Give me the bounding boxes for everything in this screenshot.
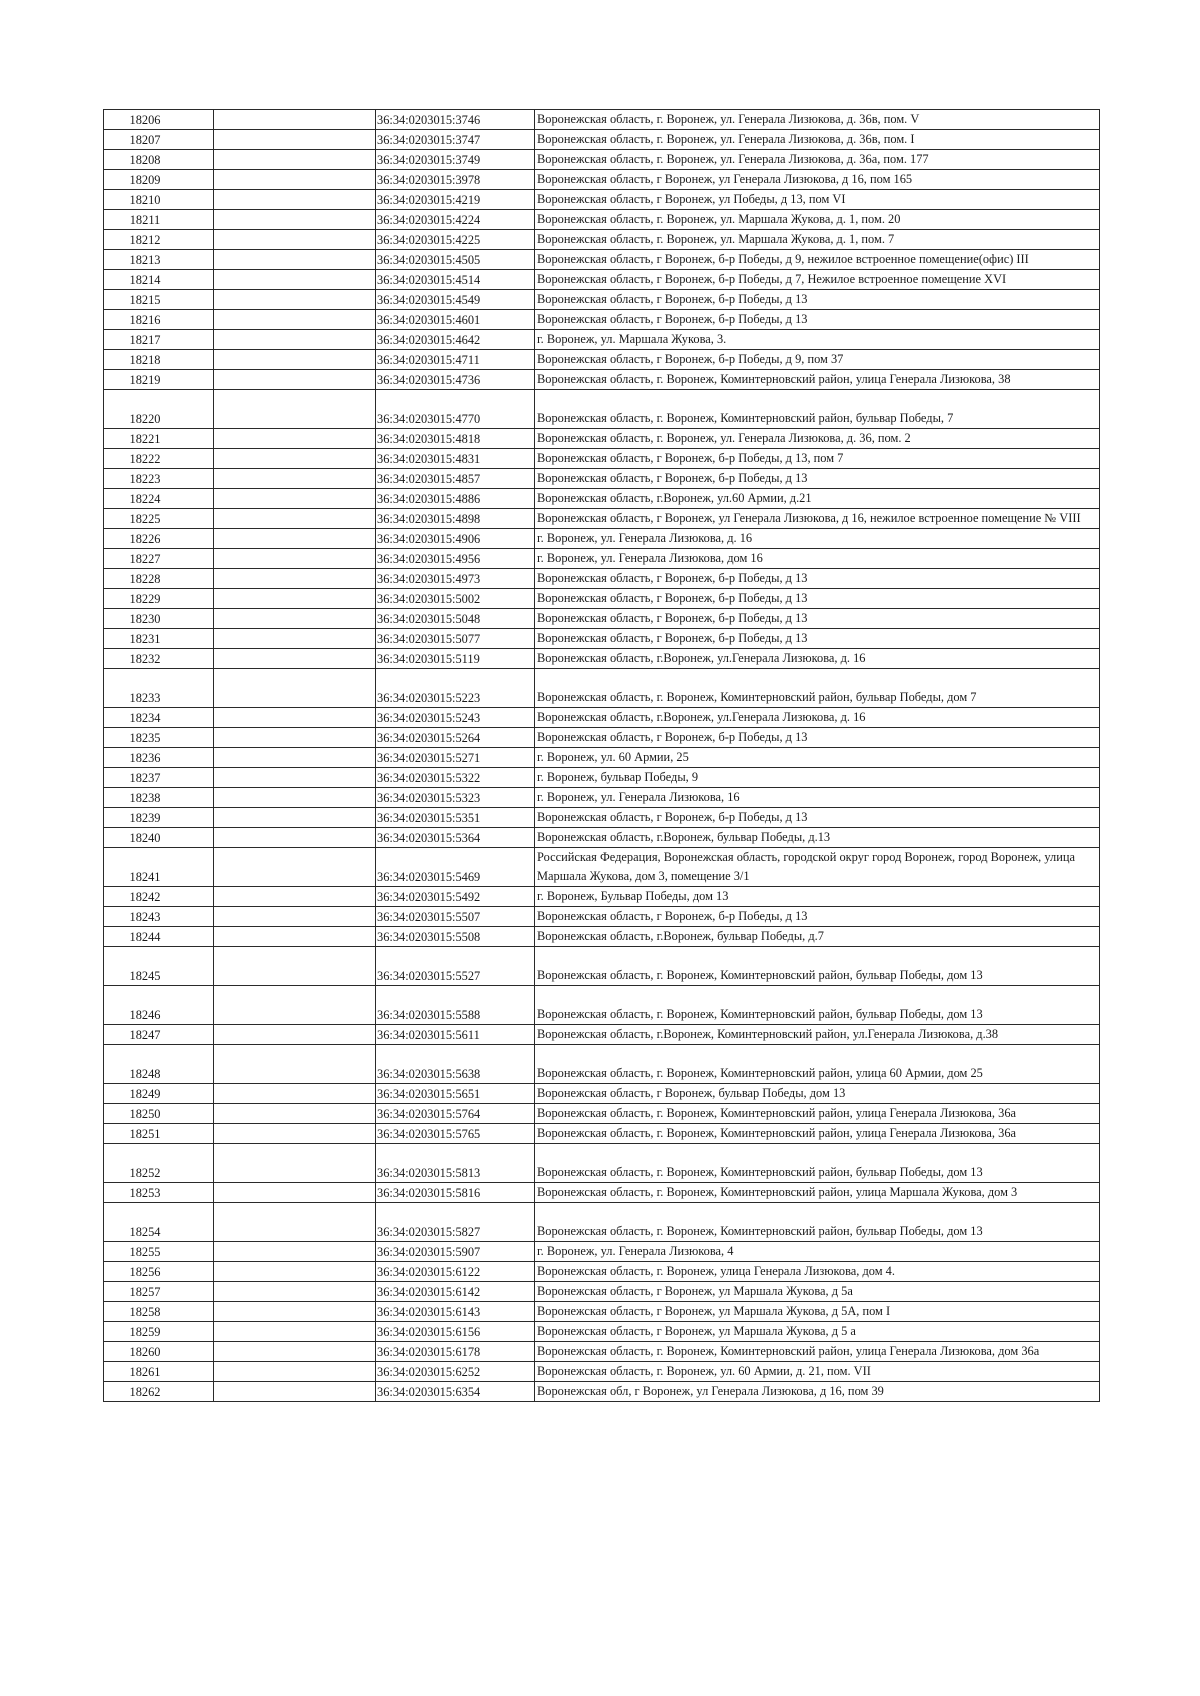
table-row — [104, 210, 1100, 230]
cadastral-number-cell: 36:34:0203015:5507 — [376, 907, 535, 927]
empty-cell — [214, 986, 376, 1025]
cadastral-number-cell: 36:34:0203015:4601 — [376, 310, 535, 330]
row-number-cell: 18215 — [104, 290, 214, 310]
table-row — [104, 887, 1100, 907]
empty-cell — [214, 1203, 376, 1242]
table-row — [104, 549, 1100, 569]
empty-cell — [214, 828, 376, 848]
table-row — [104, 449, 1100, 469]
address-cell: Воронежская область, г. Воронеж, Коминтерновский район, улица Генерала Лизюкова, 36а — [535, 1124, 1100, 1144]
empty-cell — [214, 848, 376, 887]
address-cell: Воронежская область, г. Воронеж, ул. Генерала Лизюкова, д. 36, пом. 2 — [535, 429, 1100, 449]
address-cell: Воронежская область, г. Воронеж, Коминтерновский район, улица Генерала Лизюкова, 38 — [535, 370, 1100, 390]
table-row — [104, 509, 1100, 529]
table-row — [104, 649, 1100, 669]
table-row — [104, 669, 1100, 708]
address-cell: Воронежская область, г.Воронеж, бульвар Победы, д.13 — [535, 828, 1100, 848]
empty-cell — [214, 609, 376, 629]
table-row — [104, 907, 1100, 927]
table-row — [104, 290, 1100, 310]
table-row — [104, 828, 1100, 848]
address-cell: Воронежская область, г.Воронеж, бульвар Победы, д.7 — [535, 927, 1100, 947]
table-row — [104, 1084, 1100, 1104]
cadastral-number-cell: 36:34:0203015:4549 — [376, 290, 535, 310]
empty-cell — [214, 150, 376, 170]
address-cell: Воронежская область, г Воронеж, б-р Победы, д 13 — [535, 907, 1100, 927]
row-number-cell: 18225 — [104, 509, 214, 529]
row-number-cell: 18233 — [104, 669, 214, 708]
empty-cell — [214, 1045, 376, 1084]
address-cell: Воронежская область, г.Воронеж, Коминтерновский район, ул.Генерала Лизюкова, д.38 — [535, 1025, 1100, 1045]
table-row — [104, 748, 1100, 768]
table-row — [104, 1045, 1100, 1084]
table-row — [104, 788, 1100, 808]
row-number-cell: 18232 — [104, 649, 214, 669]
row-number-cell: 18222 — [104, 449, 214, 469]
row-number-cell: 18255 — [104, 1242, 214, 1262]
cadastral-number-cell: 36:34:0203015:4770 — [376, 390, 535, 429]
empty-cell — [214, 649, 376, 669]
cadastral-number-cell: 36:34:0203015:5223 — [376, 669, 535, 708]
row-number-cell: 18234 — [104, 708, 214, 728]
row-number-cell: 18210 — [104, 190, 214, 210]
address-cell: г. Воронеж, ул. Маршала Жукова, 3. — [535, 330, 1100, 350]
cadastral-number-cell: 36:34:0203015:5764 — [376, 1104, 535, 1124]
address-cell: Воронежская область, г. Воронеж, Коминтерновский район, бульвар Победы, 7 — [535, 390, 1100, 429]
row-number-cell: 18219 — [104, 370, 214, 390]
cadastral-number-cell: 36:34:0203015:5765 — [376, 1124, 535, 1144]
cadastral-number-cell: 36:34:0203015:6178 — [376, 1342, 535, 1362]
row-number-cell: 18258 — [104, 1302, 214, 1322]
table-row — [104, 768, 1100, 788]
row-number-cell: 18256 — [104, 1262, 214, 1282]
empty-cell — [214, 768, 376, 788]
cadastral-number-cell: 36:34:0203015:6142 — [376, 1282, 535, 1302]
address-cell: Воронежская область, г.Воронеж, ул.60 Армии, д.21 — [535, 489, 1100, 509]
row-number-cell: 18223 — [104, 469, 214, 489]
empty-cell — [214, 330, 376, 350]
address-cell: г. Воронеж, ул. Генерала Лизюкова, 16 — [535, 788, 1100, 808]
cadastral-number-cell: 36:34:0203015:5364 — [376, 828, 535, 848]
cadastral-number-cell: 36:34:0203015:4225 — [376, 230, 535, 250]
row-number-cell: 18261 — [104, 1362, 214, 1382]
empty-cell — [214, 210, 376, 230]
empty-cell — [214, 1084, 376, 1104]
empty-cell — [214, 429, 376, 449]
empty-cell — [214, 1025, 376, 1045]
empty-cell — [214, 947, 376, 986]
table-row — [104, 370, 1100, 390]
cadastral-number-cell: 36:34:0203015:4906 — [376, 529, 535, 549]
row-number-cell: 18239 — [104, 808, 214, 828]
row-number-cell: 18259 — [104, 1322, 214, 1342]
cadastral-number-cell: 36:34:0203015:5322 — [376, 768, 535, 788]
cadastral-number-cell: 36:34:0203015:3747 — [376, 130, 535, 150]
address-cell: Воронежская область, г Воронеж, ул Генерала Лизюкова, д 16, пом 165 — [535, 170, 1100, 190]
address-cell: Воронежская область, г Воронеж, ул Маршала Жукова, д 5а — [535, 1282, 1100, 1302]
row-number-cell: 18243 — [104, 907, 214, 927]
table-row — [104, 1203, 1100, 1242]
table-row — [104, 350, 1100, 370]
empty-cell — [214, 449, 376, 469]
row-number-cell: 18254 — [104, 1203, 214, 1242]
cadastral-number-cell: 36:34:0203015:6156 — [376, 1322, 535, 1342]
empty-cell — [214, 1183, 376, 1203]
address-cell: г. Воронеж, ул. Генерала Лизюкова, 4 — [535, 1242, 1100, 1262]
address-cell: Воронежская область, г Воронеж, б-р Победы, д 13 — [535, 808, 1100, 828]
row-number-cell: 18251 — [104, 1124, 214, 1144]
address-cell: Воронежская область, г Воронеж, б-р Победы, д 9, пом 37 — [535, 350, 1100, 370]
cadastral-number-cell: 36:34:0203015:4736 — [376, 370, 535, 390]
row-number-cell: 18207 — [104, 130, 214, 150]
table-row — [104, 110, 1100, 130]
empty-cell — [214, 1302, 376, 1322]
row-number-cell: 18250 — [104, 1104, 214, 1124]
address-cell: Воронежская область, г Воронеж, б-р Победы, д 7, Нежилое встроенное помещение XVI — [535, 270, 1100, 290]
empty-cell — [214, 1124, 376, 1144]
empty-cell — [214, 1242, 376, 1262]
cadastral-number-cell: 36:34:0203015:5816 — [376, 1183, 535, 1203]
empty-cell — [214, 110, 376, 130]
address-cell: г. Воронеж, ул. 60 Армии, 25 — [535, 748, 1100, 768]
row-number-cell: 18216 — [104, 310, 214, 330]
row-number-cell: 18211 — [104, 210, 214, 230]
row-number-cell: 18238 — [104, 788, 214, 808]
cadastral-number-cell: 36:34:0203015:4505 — [376, 250, 535, 270]
empty-cell — [214, 170, 376, 190]
address-cell: Воронежская область, г. Воронеж, Коминтерновский район, бульвар Победы, дом 13 — [535, 947, 1100, 986]
table-row — [104, 190, 1100, 210]
address-cell: Воронежская область, г Воронеж, б-р Победы, д 13 — [535, 728, 1100, 748]
address-cell: Воронежская область, г. Воронеж, Коминтерновский район, улица 60 Армии, дом 25 — [535, 1045, 1100, 1084]
cadastral-number-cell: 36:34:0203015:4956 — [376, 549, 535, 569]
address-cell: Воронежская область, г. Воронеж, ул. Генерала Лизюкова, д. 36а, пом. 177 — [535, 150, 1100, 170]
cadastral-number-cell: 36:34:0203015:4831 — [376, 449, 535, 469]
empty-cell — [214, 509, 376, 529]
table-row — [104, 986, 1100, 1025]
table-row — [104, 1242, 1100, 1262]
cadastral-number-cell: 36:34:0203015:6252 — [376, 1362, 535, 1382]
row-number-cell: 18226 — [104, 529, 214, 549]
address-cell: Воронежская область, г. Воронеж, Коминтерновский район, улица Генерала Лизюкова, 36а — [535, 1104, 1100, 1124]
cadastral-number-cell: 36:34:0203015:3749 — [376, 150, 535, 170]
empty-cell — [214, 529, 376, 549]
empty-cell — [214, 390, 376, 429]
address-cell: Воронежская область, г. Воронеж, ул. Генерала Лизюкова, д. 36в, пом. V — [535, 110, 1100, 130]
row-number-cell: 18242 — [104, 887, 214, 907]
row-number-cell: 18235 — [104, 728, 214, 748]
row-number-cell: 18212 — [104, 230, 214, 250]
empty-cell — [214, 1362, 376, 1382]
address-cell: Воронежская область, г Воронеж, бульвар Победы, дом 13 — [535, 1084, 1100, 1104]
row-number-cell: 18228 — [104, 569, 214, 589]
cadastral-number-cell: 36:34:0203015:4857 — [376, 469, 535, 489]
address-cell: г. Воронеж, бульвар Победы, 9 — [535, 768, 1100, 788]
address-cell: Российская Федерация, Воронежская область, городской округ город Воронеж, город Воронеж, улица Маршала Жукова, дом 3, помещение 3/1 — [535, 848, 1100, 887]
address-cell: Воронежская область, г. Воронеж, Коминтерновский район, бульвар Победы, дом 13 — [535, 1144, 1100, 1183]
row-number-cell: 18252 — [104, 1144, 214, 1183]
cadastral-number-cell: 36:34:0203015:5508 — [376, 927, 535, 947]
empty-cell — [214, 1282, 376, 1302]
table-row — [104, 1262, 1100, 1282]
table-row — [104, 150, 1100, 170]
table-row — [104, 230, 1100, 250]
empty-cell — [214, 1262, 376, 1282]
cadastral-number-cell: 36:34:0203015:5907 — [376, 1242, 535, 1262]
table-row — [104, 1282, 1100, 1302]
table-row — [104, 629, 1100, 649]
cadastral-number-cell: 36:34:0203015:5638 — [376, 1045, 535, 1084]
empty-cell — [214, 350, 376, 370]
cadastral-number-cell: 36:34:0203015:5243 — [376, 708, 535, 728]
cadastral-number-cell: 36:34:0203015:5527 — [376, 947, 535, 986]
address-cell: Воронежская область, г Воронеж, ул Генерала Лизюкова, д 16, нежилое встроенное помещение № VIII — [535, 509, 1100, 529]
address-cell: Воронежская область, г Воронеж, б-р Победы, д 13 — [535, 290, 1100, 310]
row-number-cell: 18227 — [104, 549, 214, 569]
cadastral-number-cell: 36:34:0203015:5077 — [376, 629, 535, 649]
address-cell: Воронежская область, г.Воронеж, ул.Генерала Лизюкова, д. 16 — [535, 708, 1100, 728]
table-row — [104, 310, 1100, 330]
cadastral-number-cell: 36:34:0203015:5048 — [376, 609, 535, 629]
row-number-cell: 18217 — [104, 330, 214, 350]
address-cell: Воронежская область, г. Воронеж, Коминтерновский район, улица Маршала Жукова, дом 3 — [535, 1183, 1100, 1203]
row-number-cell: 18206 — [104, 110, 214, 130]
table-row — [104, 1124, 1100, 1144]
table-row — [104, 250, 1100, 270]
address-cell: Воронежская область, г Воронеж, ул Маршала Жукова, д 5 а — [535, 1322, 1100, 1342]
cadastral-number-cell: 36:34:0203015:5271 — [376, 748, 535, 768]
cadastral-number-cell: 36:34:0203015:4818 — [376, 429, 535, 449]
empty-cell — [214, 130, 376, 150]
table-row — [104, 1183, 1100, 1203]
table-row — [104, 1362, 1100, 1382]
cadastral-number-cell: 36:34:0203015:4886 — [376, 489, 535, 509]
table-row — [104, 330, 1100, 350]
table-row — [104, 529, 1100, 549]
cadastral-number-cell: 36:34:0203015:5651 — [376, 1084, 535, 1104]
table-row — [104, 728, 1100, 748]
empty-cell — [214, 629, 376, 649]
address-cell: г. Воронеж, ул. Генерала Лизюкова, д. 16 — [535, 529, 1100, 549]
empty-cell — [214, 290, 376, 310]
row-number-cell: 18229 — [104, 589, 214, 609]
empty-cell — [214, 310, 376, 330]
table-row — [104, 708, 1100, 728]
empty-cell — [214, 748, 376, 768]
empty-cell — [214, 230, 376, 250]
address-cell: Воронежская область, г Воронеж, ул Победы, д 13, пом VI — [535, 190, 1100, 210]
row-number-cell: 18237 — [104, 768, 214, 788]
cadastral-number-cell: 36:34:0203015:5813 — [376, 1144, 535, 1183]
table-row — [104, 609, 1100, 629]
row-number-cell: 18231 — [104, 629, 214, 649]
address-cell: Воронежская область, г Воронеж, б-р Победы, д 13 — [535, 609, 1100, 629]
empty-cell — [214, 370, 376, 390]
registry-table-body — [104, 110, 1100, 1402]
table-row — [104, 589, 1100, 609]
cadastral-number-cell: 36:34:0203015:4642 — [376, 330, 535, 350]
empty-cell — [214, 489, 376, 509]
cadastral-number-cell: 36:34:0203015:3746 — [376, 110, 535, 130]
registry-table — [103, 109, 1100, 1402]
cadastral-number-cell: 36:34:0203015:4219 — [376, 190, 535, 210]
table-row — [104, 1025, 1100, 1045]
table-row — [104, 270, 1100, 290]
empty-cell — [214, 589, 376, 609]
table-row — [104, 469, 1100, 489]
empty-cell — [214, 250, 376, 270]
address-cell: Воронежская область, г Воронеж, б-р Победы, д 13, пом 7 — [535, 449, 1100, 469]
cadastral-number-cell: 36:34:0203015:5588 — [376, 986, 535, 1025]
table-row — [104, 1322, 1100, 1342]
cadastral-number-cell: 36:34:0203015:6143 — [376, 1302, 535, 1322]
empty-cell — [214, 569, 376, 589]
table-row — [104, 429, 1100, 449]
table-row — [104, 1382, 1100, 1402]
cadastral-number-cell: 36:34:0203015:5323 — [376, 788, 535, 808]
address-cell: Воронежская область, г. Воронеж, ул. Генерала Лизюкова, д. 36в, пом. I — [535, 130, 1100, 150]
cadastral-number-cell: 36:34:0203015:4898 — [376, 509, 535, 529]
row-number-cell: 18218 — [104, 350, 214, 370]
empty-cell — [214, 669, 376, 708]
table-row — [104, 848, 1100, 887]
row-number-cell: 18244 — [104, 927, 214, 947]
address-cell: Воронежская область, г Воронеж, б-р Победы, д 9, нежилое встроенное помещение(офис) III — [535, 250, 1100, 270]
table-row — [104, 1302, 1100, 1322]
cadastral-number-cell: 36:34:0203015:5611 — [376, 1025, 535, 1045]
address-cell: Воронежская область, г. Воронеж, Коминтерновский район, бульвар Победы, дом 13 — [535, 986, 1100, 1025]
cadastral-number-cell: 36:34:0203015:3978 — [376, 170, 535, 190]
address-cell: Воронежская область, г. Воронеж, ул. 60 Армии, д. 21, пом. VII — [535, 1362, 1100, 1382]
empty-cell — [214, 1382, 376, 1402]
empty-cell — [214, 190, 376, 210]
cadastral-number-cell: 36:34:0203015:5264 — [376, 728, 535, 748]
row-number-cell: 18224 — [104, 489, 214, 509]
cadastral-number-cell: 36:34:0203015:6354 — [376, 1382, 535, 1402]
cadastral-number-cell: 36:34:0203015:5119 — [376, 649, 535, 669]
cadastral-number-cell: 36:34:0203015:5351 — [376, 808, 535, 828]
cadastral-number-cell: 36:34:0203015:5827 — [376, 1203, 535, 1242]
row-number-cell: 18209 — [104, 170, 214, 190]
row-number-cell: 18247 — [104, 1025, 214, 1045]
row-number-cell: 18249 — [104, 1084, 214, 1104]
row-number-cell: 18220 — [104, 390, 214, 429]
address-cell: Воронежская область, г Воронеж, б-р Победы, д 13 — [535, 569, 1100, 589]
row-number-cell: 18236 — [104, 748, 214, 768]
table-row — [104, 927, 1100, 947]
table-row — [104, 1104, 1100, 1124]
row-number-cell: 18213 — [104, 250, 214, 270]
address-cell: Воронежская область, г. Воронеж, ул. Маршала Жукова, д. 1, пом. 20 — [535, 210, 1100, 230]
cadastral-number-cell: 36:34:0203015:5492 — [376, 887, 535, 907]
table-row — [104, 1144, 1100, 1183]
row-number-cell: 18241 — [104, 848, 214, 887]
table-row — [104, 130, 1100, 150]
table-row — [104, 1342, 1100, 1362]
empty-cell — [214, 469, 376, 489]
row-number-cell: 18208 — [104, 150, 214, 170]
empty-cell — [214, 1104, 376, 1124]
row-number-cell: 18221 — [104, 429, 214, 449]
address-cell: г. Воронеж, Бульвар Победы, дом 13 — [535, 887, 1100, 907]
address-cell: г. Воронеж, ул. Генерала Лизюкова, дом 16 — [535, 549, 1100, 569]
address-cell: Воронежская область, г. Воронеж, ул. Маршала Жукова, д. 1, пом. 7 — [535, 230, 1100, 250]
cadastral-number-cell: 36:34:0203015:5002 — [376, 589, 535, 609]
empty-cell — [214, 788, 376, 808]
empty-cell — [214, 1144, 376, 1183]
address-cell: Воронежская область, г Воронеж, б-р Победы, д 13 — [535, 469, 1100, 489]
address-cell: Воронежская область, г. Воронеж, Коминтерновский район, бульвар Победы, дом 13 — [535, 1203, 1100, 1242]
cadastral-number-cell: 36:34:0203015:6122 — [376, 1262, 535, 1282]
address-cell: Воронежская область, г Воронеж, б-р Победы, д 13 — [535, 629, 1100, 649]
empty-cell — [214, 728, 376, 748]
row-number-cell: 18246 — [104, 986, 214, 1025]
empty-cell — [214, 887, 376, 907]
table-row — [104, 808, 1100, 828]
cadastral-number-cell: 36:34:0203015:4711 — [376, 350, 535, 370]
empty-cell — [214, 808, 376, 828]
empty-cell — [214, 549, 376, 569]
address-cell: Воронежская область, г Воронеж, б-р Победы, д 13 — [535, 310, 1100, 330]
row-number-cell: 18230 — [104, 609, 214, 629]
address-cell: Воронежская область, г Воронеж, ул Маршала Жукова, д 5А, пом I — [535, 1302, 1100, 1322]
address-cell: Воронежская область, г. Воронеж, Коминтерновский район, бульвар Победы, дом 7 — [535, 669, 1100, 708]
row-number-cell: 18245 — [104, 947, 214, 986]
empty-cell — [214, 927, 376, 947]
address-cell: Воронежская область, г.Воронеж, ул.Генерала Лизюкова, д. 16 — [535, 649, 1100, 669]
row-number-cell: 18253 — [104, 1183, 214, 1203]
table-row — [104, 489, 1100, 509]
table-row — [104, 390, 1100, 429]
address-cell: Воронежская область, г Воронеж, б-р Победы, д 13 — [535, 589, 1100, 609]
cadastral-number-cell: 36:34:0203015:5469 — [376, 848, 535, 887]
row-number-cell: 18257 — [104, 1282, 214, 1302]
row-number-cell: 18248 — [104, 1045, 214, 1084]
table-row — [104, 569, 1100, 589]
address-cell: Воронежская обл, г Воронеж, ул Генерала Лизюкова, д 16, пом 39 — [535, 1382, 1100, 1402]
row-number-cell: 18262 — [104, 1382, 214, 1402]
cadastral-number-cell: 36:34:0203015:4224 — [376, 210, 535, 230]
empty-cell — [214, 1342, 376, 1362]
table-row — [104, 947, 1100, 986]
row-number-cell: 18260 — [104, 1342, 214, 1362]
cadastral-number-cell: 36:34:0203015:4514 — [376, 270, 535, 290]
empty-cell — [214, 1322, 376, 1342]
empty-cell — [214, 270, 376, 290]
row-number-cell: 18214 — [104, 270, 214, 290]
cadastral-number-cell: 36:34:0203015:4973 — [376, 569, 535, 589]
table-row — [104, 170, 1100, 190]
empty-cell — [214, 708, 376, 728]
row-number-cell: 18240 — [104, 828, 214, 848]
empty-cell — [214, 907, 376, 927]
address-cell: Воронежская область, г. Воронеж, улица Генерала Лизюкова, дом 4. — [535, 1262, 1100, 1282]
address-cell: Воронежская область, г. Воронеж, Коминтерновский район, улица Генерала Лизюкова, дом 36а — [535, 1342, 1100, 1362]
